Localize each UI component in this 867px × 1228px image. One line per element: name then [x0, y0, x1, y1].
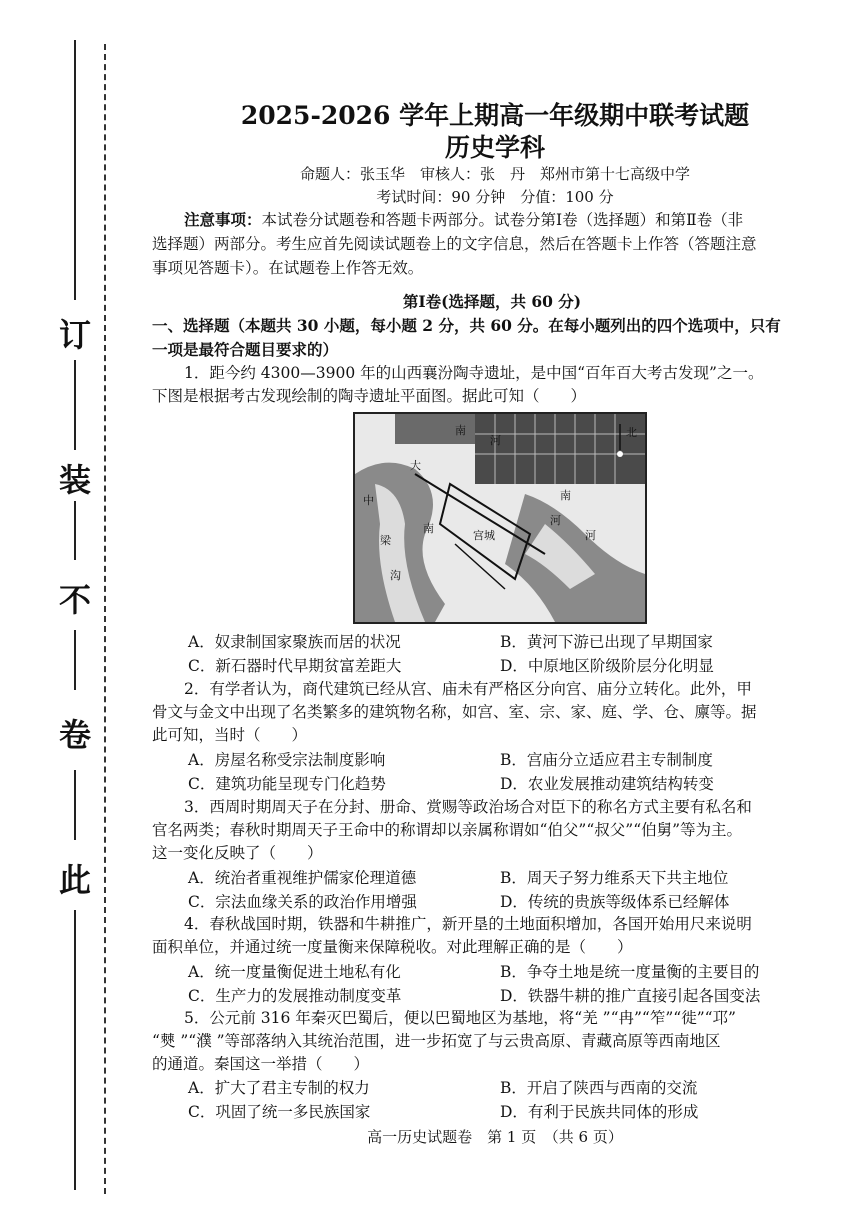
exam-info: 考试时间：90 分钟 分值：100 分: [376, 188, 614, 206]
question-1-stem: 1．距今约 4300—3900 年的山西襄汾陶寺遗址，是中国“百年百大考古发现”之一。: [184, 364, 764, 382]
option-d[interactable]: D．农业发展推动建筑结构转变: [500, 775, 714, 793]
question-1-options: [188, 630, 808, 678]
notice-line: 事项见答题卡）。在试题卷上作答无效。: [152, 259, 424, 277]
page-footer: 高一历史试题卷 第 1 页 （共 6 页）: [367, 1128, 623, 1146]
binding-line: [74, 40, 76, 300]
map-label: 河: [490, 434, 501, 447]
option-d[interactable]: D．中原地区阶级阶层分化明显: [500, 657, 714, 675]
map-north-label: 北: [626, 426, 637, 439]
section-instruction: 一、选择题（本题共 30 小题，每小题 2 分，共 60 分。在每小题列出的四个选项中，只有: [152, 316, 781, 335]
map-label: 河: [585, 529, 596, 542]
question-3-stem: 这一变化反映了（ ）: [152, 844, 323, 862]
map-label: 宫城: [473, 529, 495, 542]
binding-line: [74, 500, 76, 560]
question-5-stem: 的通道。秦国这一举措（ ）: [152, 1055, 370, 1073]
map-label: 南: [560, 489, 571, 502]
map-svg: [355, 414, 645, 622]
notice-line: 选择题）两部分。考生应首先阅读试题卷上的文字信息，然后在答题卡上作答（答题注意: [152, 235, 757, 253]
option-c[interactable]: C．生产力的发展推动制度变革: [188, 987, 402, 1005]
section-instruction: 一项是最符合题目要求的）: [152, 340, 339, 359]
notice-label: 注意事项：: [184, 210, 262, 229]
option-d[interactable]: D．传统的贵族等级体系已经解体: [500, 893, 730, 911]
subject-title: 历史学科: [444, 133, 545, 162]
margin-char: 此: [58, 855, 92, 901]
exam-title: 2025-2026 学年上期高一年级期中联考试题: [240, 101, 750, 130]
question-4-stem: 4．春秋战国时期，铁器和牛耕推广，新开垦的土地面积增加，各国开始用尺来说明: [184, 915, 752, 933]
option-a[interactable]: A．统治者重视维护儒家伦理道德: [188, 869, 417, 887]
binding-line: [74, 360, 76, 450]
option-b[interactable]: B．争夺土地是统一度量衡的主要目的: [500, 963, 760, 981]
question-2-options: [188, 748, 808, 796]
option-d[interactable]: D．铁器牛耕的推广直接引起各国变法: [500, 987, 761, 1005]
map-label: 南: [455, 424, 466, 437]
binding-dashed-line: [104, 44, 106, 1194]
question-1-stem: 下图是根据考古发现绘制的陶寺遗址平面图。据此可知（ ）: [152, 387, 587, 405]
binding-line: [74, 630, 76, 690]
option-a[interactable]: A．扩大了君主专制的权力: [188, 1079, 370, 1097]
question-4-options: [188, 960, 808, 1008]
question-5-options: [188, 1076, 808, 1124]
authors: 命题人：张玉华 审核人：张 丹 郑州市第十七高级中学: [299, 165, 690, 183]
margin-char: 订: [58, 310, 92, 356]
question-4-stem: 面积单位，并通过统一度量衡来保障税收。对此理解正确的是（ ）: [152, 938, 633, 956]
map-label: 河: [550, 514, 561, 527]
option-a[interactable]: A．统一度量衡促进土地私有化: [188, 963, 401, 981]
notice-line: 注意事项：本试卷分试题卷和答题卡两部分。试卷分第Ⅰ卷（选择题）和第Ⅱ卷（非: [152, 209, 832, 231]
section-title: 第Ⅰ卷(选择题，共 60 分): [402, 292, 582, 311]
option-b[interactable]: B．周天子努力维系天下共主地位: [500, 869, 729, 887]
map-label: 沟: [390, 569, 401, 582]
binding-line: [74, 770, 76, 840]
option-c[interactable]: C．新石器时代早期贫富差距大: [188, 657, 402, 675]
map-label: 大: [410, 459, 421, 472]
margin-char: 卷: [58, 710, 92, 756]
question-3-stem: 官名两类；春秋时期周天子王命中的称谓却以亲属称谓如“伯父”“叔父”“伯舅”等为主。: [152, 821, 743, 839]
binding-line: [74, 910, 76, 1190]
question-3-options: [188, 866, 808, 914]
margin-char: 装: [58, 455, 92, 501]
option-a[interactable]: A．房屋名称受宗法制度影响: [188, 751, 386, 769]
margin-char: 不: [58, 575, 92, 621]
question-3-stem: 3．西周时期周天子在分封、册命、赏赐等政治场合对臣下的称名方式主要有私名和: [184, 798, 752, 816]
taosi-site-map: [353, 412, 647, 624]
question-2-stem: 2．有学者认为，商代建筑已经从宫、庙未有严格区分向宫、庙分立转化。此外，甲: [184, 680, 752, 698]
option-c[interactable]: C．建筑功能呈现专门化趋势: [188, 775, 386, 793]
option-c[interactable]: C．宗法血缘关系的政治作用增强: [188, 893, 417, 911]
option-c[interactable]: C．巩固了统一多民族国家: [188, 1103, 371, 1121]
option-b[interactable]: B．宫庙分立适应君主专制制度: [500, 751, 713, 769]
option-b[interactable]: B．黄河下游已出现了早期国家: [500, 633, 713, 651]
question-2-stem: 骨文与金文中出现了名类繁多的建筑物名称，如宫、室、宗、家、庭、学、仓、廪等。据: [152, 703, 757, 721]
option-d[interactable]: D．有利于民族共同体的形成: [500, 1103, 699, 1121]
option-a[interactable]: A．奴隶制国家聚族而居的状况: [188, 633, 401, 651]
map-label: 南: [423, 522, 434, 535]
map-label: 中: [363, 494, 374, 507]
question-2-stem: 此可知，当时（ ）: [152, 726, 308, 744]
option-b[interactable]: B．开启了陕西与西南的交流: [500, 1079, 698, 1097]
question-5-stem: 5．公元前 316 年秦灭巴蜀后，便以巴蜀地区为基地，将“羌 ”“冉”“笮”“徙”“邛”: [184, 1009, 736, 1027]
map-label: 梁: [380, 534, 391, 547]
question-5-stem: “僰 ”“濮 ”等部落纳入其统治范围，进一步拓宽了与云贵高原、青藏高原等西南地区: [152, 1032, 721, 1050]
